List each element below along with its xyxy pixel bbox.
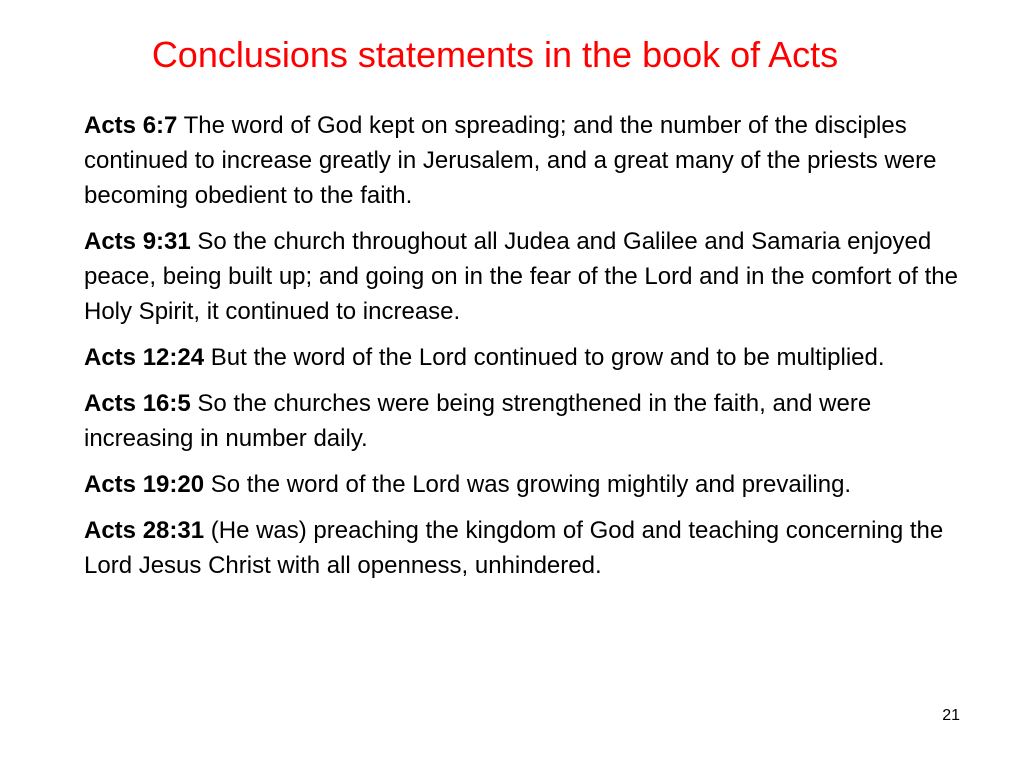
verse-text: (He was) preaching the kingdom of God and teaching concerning the Lord Jesus Christ with all openness, unhindered. (84, 517, 944, 579)
verse-text: So the church throughout all Judea and Galilee and Samaria enjoyed peace, being built up; and going on in the fear of the Lord and in the comfort of the Holy Spirit, it continued to increase. (84, 228, 958, 325)
verse-acts-12-24 (84, 340, 964, 375)
verse-reference: Acts 28:31 (84, 517, 205, 544)
verse-text: The word of God kept on spreading; and the number of the disciples continued to increase greatly in Jerusalem, and a great many of the priests were becoming obedient to the faith. (84, 112, 937, 209)
verse-reference: Acts 9:31 (84, 228, 191, 255)
verse-text: So the churches were being strengthened in the faith, and were increasing in number daily. (84, 390, 872, 452)
verse-acts-19-20 (84, 467, 964, 502)
verse-reference: Acts 16:5 (84, 390, 191, 417)
verse-acts-9-31 (84, 224, 964, 329)
verse-text: So the word of the Lord was growing mightily and prevailing. (210, 471, 852, 498)
verse-reference: Acts 19:20 (84, 471, 205, 498)
verse-reference: Acts 6:7 (84, 112, 178, 139)
verse-acts-6-7 (84, 108, 964, 213)
verse-text: But the word of the Lord continued to grow and to be multiplied. (210, 344, 885, 371)
slide-title: Conclusions statements in the book of Acts (151, 34, 839, 75)
verse-acts-28-31 (84, 513, 964, 583)
verse-acts-16-5 (84, 386, 964, 456)
verse-reference: Acts 12:24 (84, 344, 205, 371)
verse-list (84, 108, 964, 594)
page-number: 21 (942, 707, 960, 724)
